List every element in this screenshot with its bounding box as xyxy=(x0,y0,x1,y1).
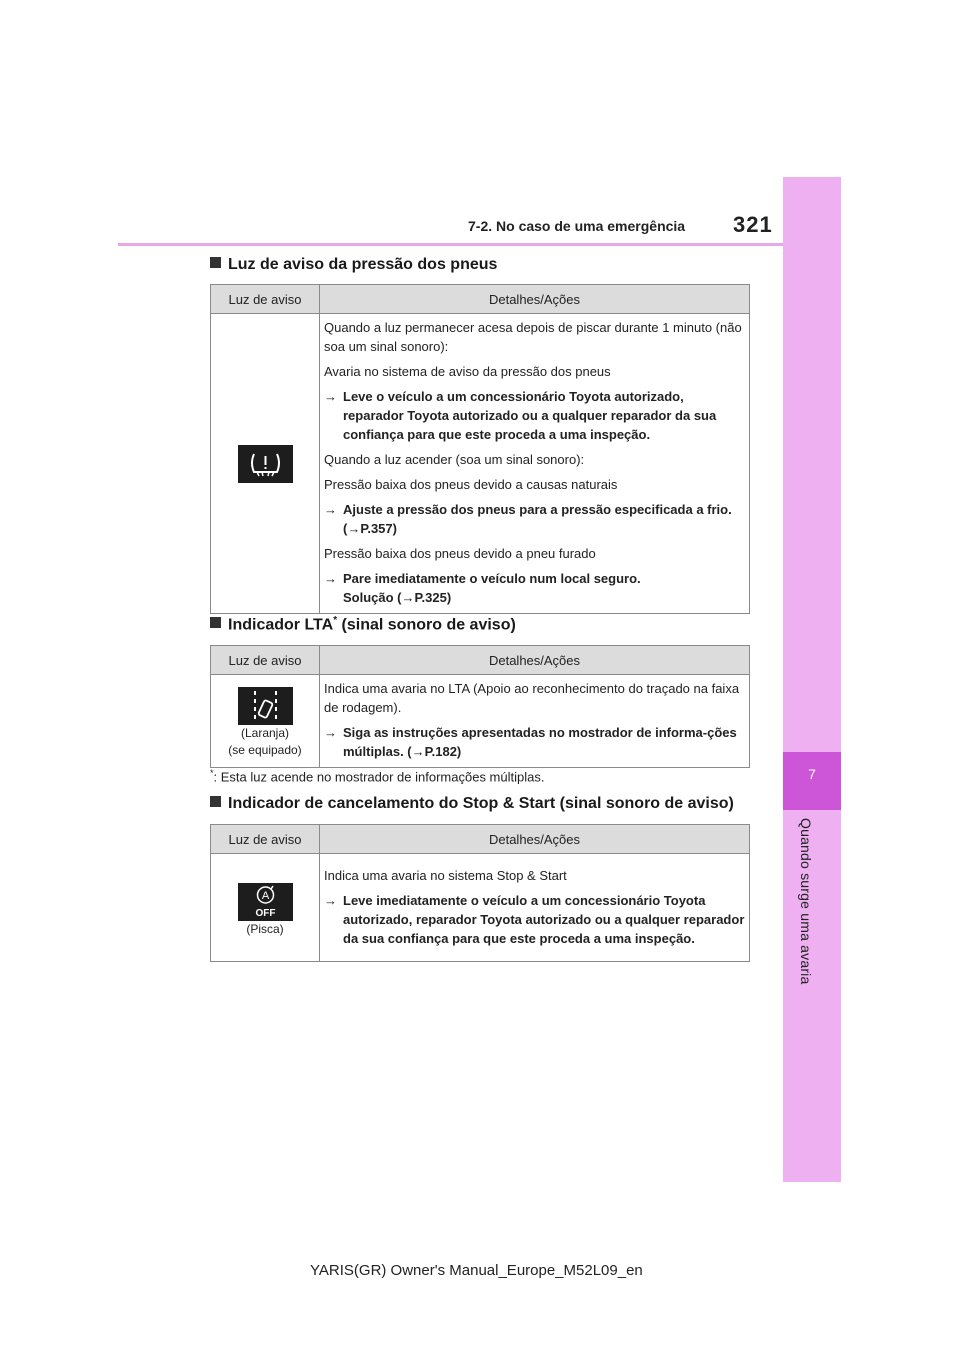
chapter-number: 7 xyxy=(808,766,816,782)
arrow-icon: → xyxy=(401,590,415,605)
col-header-light: Luz de aviso xyxy=(211,285,320,314)
arrow-icon: → xyxy=(324,892,337,908)
arrow-icon: → xyxy=(347,521,361,536)
tire-pressure-details xyxy=(320,314,750,614)
icon-off-text: OFF xyxy=(255,908,275,919)
cause-text: Pressão baixa dos pneus devido a pneu furado xyxy=(324,546,596,561)
page-ref-link[interactable]: P.182) xyxy=(424,744,462,759)
section-heading-tire-pressure: Luz de aviso da pressão dos pneus xyxy=(210,256,497,274)
icon-letter: A xyxy=(261,890,269,902)
stop-start-details xyxy=(320,854,750,962)
icon-caption-blink: (Pisca) xyxy=(246,922,284,936)
footnote: *: Esta luz acende no mostrador de informações múltiplas. xyxy=(210,768,545,785)
col-header-details: Detalhes/Ações xyxy=(320,825,750,854)
page-ref-link[interactable]: P.325) xyxy=(414,590,452,605)
condition-text: Quando a luz permanecer acesa depois de piscar durante 1 minuto (não soa um sinal sonoro): xyxy=(324,320,742,354)
icon-cell xyxy=(211,854,320,962)
tire-pressure-table xyxy=(210,284,750,614)
col-header-light: Luz de aviso xyxy=(211,646,320,675)
action-text: → Leve o veículo a um concessionário Toyota autorizado, reparador Toyota autorizado ou a qualquer reparador da sua confiança para que este proceda a uma inspeção. xyxy=(324,389,717,442)
section-heading-stop-start: Indicador de cancelamento do Stop & Start (sinal sonoro de aviso) xyxy=(210,795,734,813)
icon-cell xyxy=(211,675,320,768)
arrow-icon: → xyxy=(324,571,337,586)
section-heading-lta: Indicador LTA* (sinal sonoro de aviso) xyxy=(210,615,516,634)
action-text: → Ajuste a pressão dos pneus para a pressão especificada a frio. (→P.357) xyxy=(324,502,732,536)
stop-start-cancel-icon xyxy=(238,883,293,921)
col-header-details: Detalhes/Ações xyxy=(320,285,750,314)
col-header-details: Detalhes/Ações xyxy=(320,646,750,675)
condition-text: Indica uma avaria no sistema Stop & Start xyxy=(324,867,567,883)
heading-bullet xyxy=(210,257,221,268)
cause-text: Avaria no sistema de aviso da pressão dos pneus xyxy=(324,364,611,379)
heading-bullet xyxy=(210,617,221,628)
condition-text: Quando a luz acender (soa um sinal sonoro): xyxy=(324,452,585,467)
page-number: 321 xyxy=(733,212,773,237)
stop-start-table xyxy=(210,824,750,962)
heading-bullet xyxy=(210,796,221,807)
arrow-icon: → xyxy=(324,389,337,404)
arrow-icon: → xyxy=(411,744,425,759)
page-ref-link[interactable]: P.357) xyxy=(360,521,397,536)
lta-details xyxy=(320,675,750,768)
col-header-light: Luz de aviso xyxy=(211,825,320,854)
icon-caption-color: (Laranja) xyxy=(240,725,290,740)
lta-lane-warning-icon xyxy=(238,687,293,725)
action-text: → Siga as instruções apresentadas no mostrador de informa-ções múltiplas. (→P.182) xyxy=(324,725,737,759)
arrow-icon: → xyxy=(324,725,337,740)
header-rule xyxy=(118,243,783,246)
tire-pressure-warning-icon xyxy=(238,445,293,483)
condition-text: Indica uma avaria no LTA (Apoio ao reconhecimento do traçado na faixa de rodagem). xyxy=(324,681,740,715)
lta-table xyxy=(210,645,750,768)
footnote-mark: * xyxy=(333,615,338,626)
chapter-title: Quando surge uma avaria xyxy=(798,818,814,985)
icon-caption-equipped: (se equipado) xyxy=(228,742,302,757)
action-text: → Pare imediatamente o veículo num local seguro. Solução (→P.325) xyxy=(324,571,641,605)
cause-text: Pressão baixa dos pneus devido a causas naturais xyxy=(324,477,618,492)
action-text: → Leve imediatamente o veículo a um concessionário Toyota autorizado, reparador Toyota autorizado ou a qualquer reparador da sua confiança para que este proceda a uma inspeção. xyxy=(324,892,745,946)
running-header: 7-2. No caso de uma emergência xyxy=(468,218,686,234)
footer-manual-id: YARIS(GR) Owner's Manual_Europe_M52L09_en xyxy=(310,1262,643,1279)
arrow-icon: → xyxy=(324,502,337,517)
icon-cell xyxy=(211,314,320,614)
chapter-side-tab xyxy=(783,177,841,1182)
footnote-mark: * xyxy=(210,768,214,778)
